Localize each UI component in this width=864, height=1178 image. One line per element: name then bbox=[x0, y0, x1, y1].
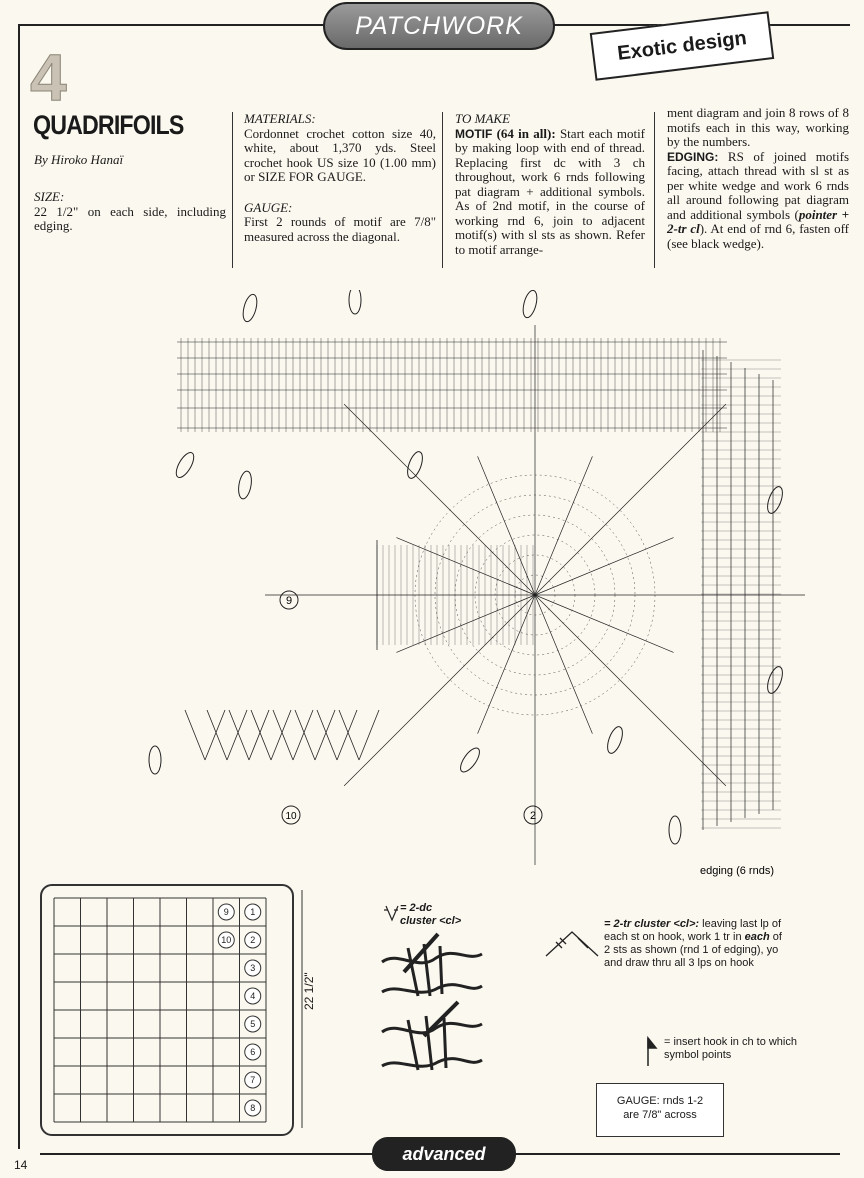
pointer-legend: = insert hook in ch to which symbol points bbox=[664, 1036, 797, 1061]
motif-number-label: 10 bbox=[285, 811, 297, 822]
gauge-box bbox=[596, 1083, 724, 1137]
arrangement-cell-number: 1 bbox=[250, 907, 256, 917]
arrangement-cell-number: 5 bbox=[250, 1019, 256, 1029]
page-frame-left bbox=[18, 24, 20, 1149]
motif-label: MOTIF bbox=[455, 126, 493, 141]
arrangement-cell-number: 3 bbox=[250, 963, 256, 973]
byline: By Hiroko Hanaï bbox=[34, 152, 124, 167]
dc-cluster-sub: cluster <cl> bbox=[400, 915, 462, 927]
arrangement-cell-number: 8 bbox=[250, 1103, 256, 1113]
size-text: 22 1/2" on each side, including edging. bbox=[34, 203, 226, 233]
motif-number-label: 2 bbox=[529, 810, 537, 822]
arrangement-cell-number: 6 bbox=[250, 1047, 256, 1057]
tr-cluster-legend bbox=[604, 918, 784, 970]
gauge-box-line1: GAUGE: rnds 1-2 bbox=[616, 1095, 704, 1107]
size-heading: SIZE: bbox=[34, 189, 65, 204]
pattern-title: QUADRIFOILS bbox=[33, 110, 184, 140]
tr-cluster-desc-1: leaving last lp of each st on hook, work 1 tr in bbox=[604, 918, 782, 943]
arrangement-cell-number: 10 bbox=[221, 935, 232, 945]
arrangement-cell-number: 7 bbox=[250, 1075, 256, 1085]
design-badge: Exotic design bbox=[590, 11, 775, 81]
section-tab: PATCHWORK bbox=[323, 2, 555, 50]
column-rule bbox=[232, 112, 233, 268]
dimension-label: 22 1/2" bbox=[302, 972, 316, 1010]
motif-label-9 bbox=[280, 591, 298, 609]
arrangement-grid-lines bbox=[54, 890, 302, 1128]
gauge-text: First 2 rounds of motif are 7/8" measured across the diagonal. bbox=[244, 214, 436, 244]
tr-cluster-symbol bbox=[544, 926, 600, 962]
gauge-box-line2: are 7/8" across bbox=[623, 1109, 697, 1121]
page-number: 14 bbox=[14, 1158, 28, 1172]
chart-stitch-lines bbox=[149, 290, 805, 865]
to-make-heading: TO MAKE bbox=[455, 111, 511, 126]
pointer-symbol bbox=[640, 1034, 662, 1068]
edging-emphasis: pointer + 2-tr cl bbox=[667, 206, 849, 236]
dc-cluster-symbol bbox=[384, 906, 398, 920]
dc-cluster-name: = 2-dc bbox=[400, 902, 433, 914]
edging-section bbox=[667, 106, 849, 251]
arrangement-cell-number: 4 bbox=[250, 991, 256, 1001]
project-number: 4 bbox=[30, 40, 67, 114]
materials-text: Cordonnet crochet cotton size 40, white, about 1,370 yds. Steel crochet hook US size 10 (1.00 mm) or SIZE FOR GAUGE. bbox=[244, 125, 436, 184]
motif-instructions: Start each motif by making loop with end of thread. Replacing first dc with 3 ch throughout, work 6 rnds following pat diagram + additional symbols. As of 2nd motif, in the course of working rnd 6, join to adjacent motif(s) with sl sts as shown. Refer to motif arrange- bbox=[455, 125, 646, 257]
motif-count: (64 in all): bbox=[496, 125, 556, 141]
materials-section bbox=[244, 112, 436, 244]
tr-cluster-desc-emph: each bbox=[744, 931, 770, 943]
motif-arrangement-diagram bbox=[40, 884, 310, 1134]
dc-cluster-legend bbox=[400, 902, 461, 928]
edging-label: EDGING: bbox=[667, 149, 719, 164]
column-rule bbox=[654, 112, 655, 268]
skill-level-badge: advanced bbox=[372, 1137, 516, 1171]
motif-label-10 bbox=[282, 806, 300, 824]
size-section bbox=[34, 190, 226, 234]
arrangement-cell-number: 9 bbox=[223, 907, 229, 917]
crochet-pattern-diagram bbox=[115, 290, 835, 880]
edging-text-1: RS of joined motifs facing, attach thread with sl st as per white wedge and work 6 rnds all around following pat diagram and additional symbols ( bbox=[667, 148, 850, 222]
to-make-section bbox=[455, 112, 645, 257]
tr-cluster-name: = 2-tr cluster <cl>: bbox=[604, 918, 700, 930]
motif-number-label: 9 bbox=[285, 595, 293, 607]
materials-heading: MATERIALS: bbox=[244, 111, 316, 126]
edging-text-2: ). At end of rnd 6, fasten off (see black wedge). bbox=[667, 221, 849, 251]
gauge-heading: GAUGE: bbox=[244, 199, 293, 215]
motif-label-2 bbox=[524, 806, 542, 824]
tr-cluster-desc-2: of 2 sts as shown (rnd 1 of edging), yo and draw thru all 3 lps on hook bbox=[604, 931, 782, 969]
arrangement-cell-number: 2 bbox=[250, 935, 256, 945]
motif-instructions-continued: ment diagram and join 8 rows of 8 motifs each in this way, working by the numbers. bbox=[667, 105, 849, 149]
column-rule bbox=[442, 112, 443, 268]
edging-caption: edging (6 rnds) bbox=[700, 865, 774, 877]
